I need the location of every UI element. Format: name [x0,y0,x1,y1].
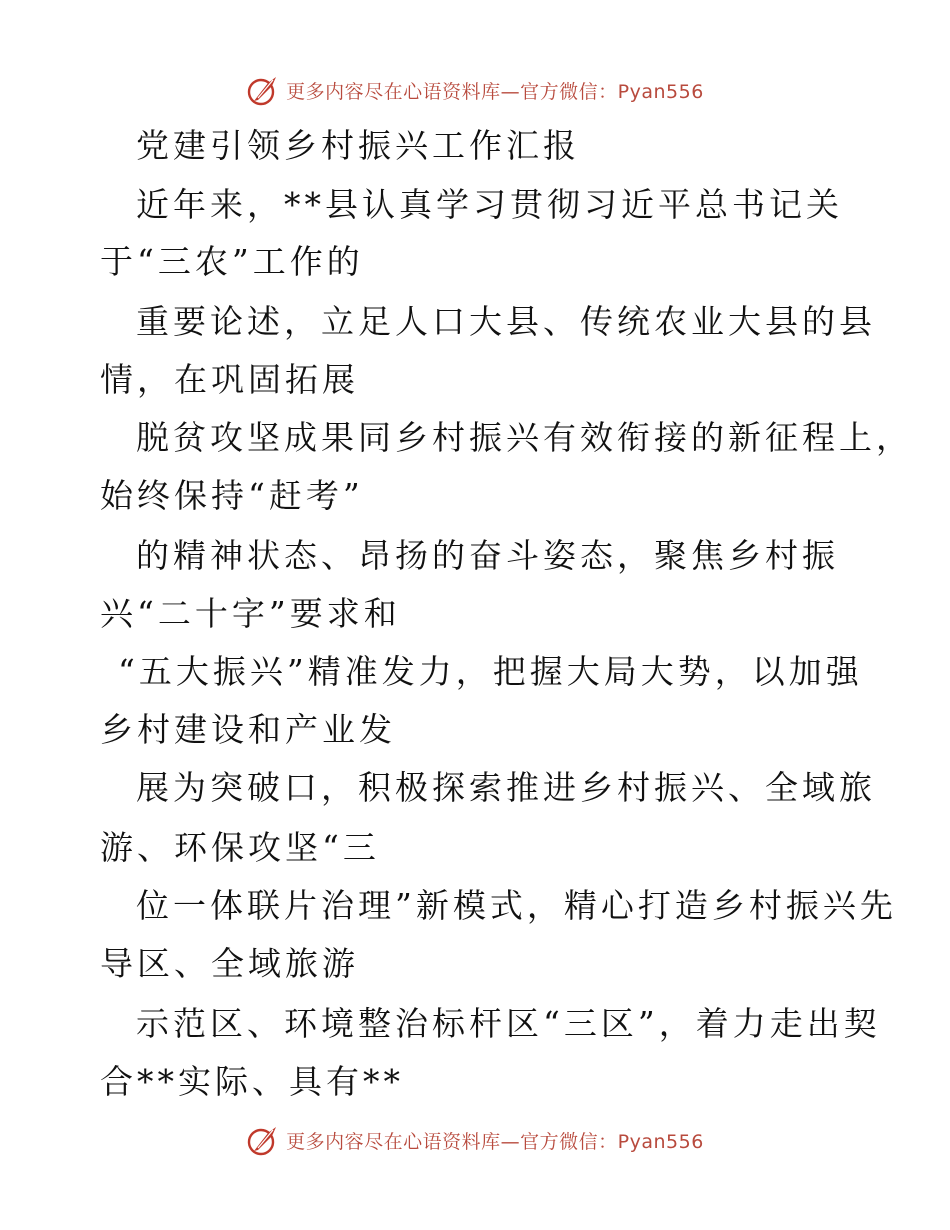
text-line: 展为突破口，积极探索推进乡村振兴、全域旅 [136,768,876,807]
text-line: 游、环保攻坚“三 [100,828,380,867]
text-line: 合**实际、具有** [100,1062,404,1101]
text-line: 的精神状态、昂扬的奋斗姿态，聚焦乡村振 [136,536,839,575]
text-line: 示范区、环境整治标杆区“三区”，着力走出契 [136,1004,881,1043]
text-line: 于“三农”工作的 [100,242,364,281]
text-line: 重要论述，立足人口大县、传统农业大县的县 [136,302,876,341]
text-line: 近年来，**县认真学习贯彻习近平总书记关 [136,185,843,224]
quill-pen-logo-icon [246,1123,280,1157]
document-title: 党建引领乡村振兴工作汇报 [136,126,580,165]
text-line: “五大振兴”精准发力，把握大局大势，以加强 [118,652,863,691]
header-watermark [0,70,950,110]
text-line: 兴“二十字”要求和 [100,594,401,633]
text-line: 位一体联片治理”新模式，精心打造乡村振兴先 [136,886,897,925]
watermark-text: 更多内容尽在心语资料库—官方微信：Pyan556 [286,1130,704,1153]
footer-watermark [0,1120,950,1160]
text-line: 导区、全域旅游 [100,944,359,983]
text-line: 始终保持“赶考” [100,476,364,515]
text-line: 脱贫攻坚成果同乡村振兴有效衔接的新征程上， [136,418,913,457]
text-line: 情，在巩固拓展 [100,360,359,399]
quill-pen-logo-icon [246,73,280,107]
watermark-text: 更多内容尽在心语资料库—官方微信：Pyan556 [286,80,704,103]
text-line: 乡村建设和产业发 [100,710,396,749]
